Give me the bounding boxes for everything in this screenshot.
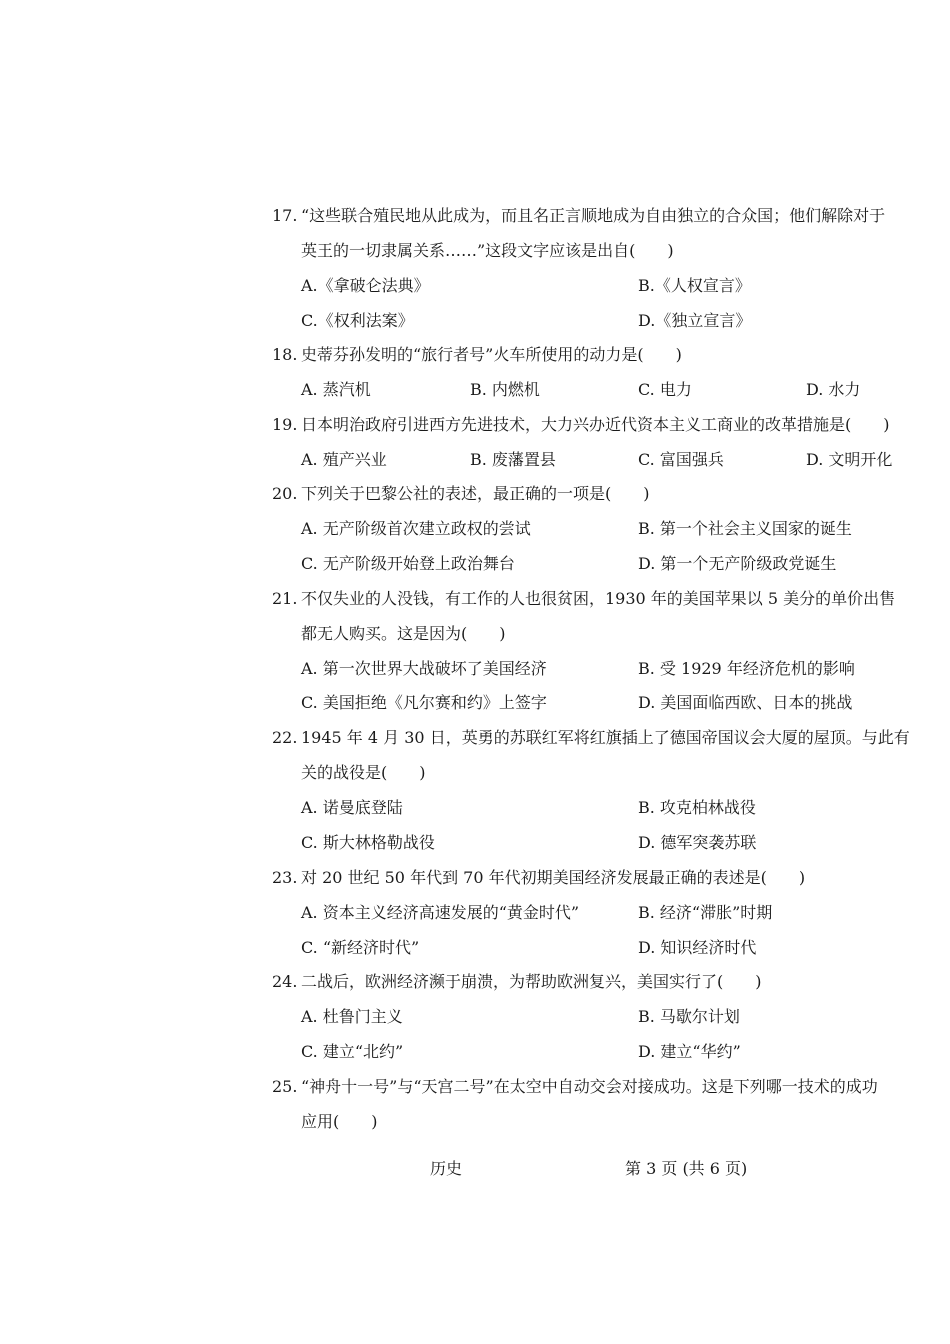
option-b: B. 第一个社会主义国家的诞生 [638,519,852,538]
option-a: A.《拿破仑法典》 [301,276,430,295]
question-text: 关的战役是( ) [301,763,426,782]
question-text: 下列关于巴黎公社的表述，最正确的一项是( ) [301,484,650,503]
question-number: 25. [272,1077,298,1096]
option-b: B. 内燃机 [470,380,540,399]
option-d: D. 第一个无产阶级政党诞生 [638,554,837,573]
option-c: C. “新经济时代” [301,938,420,957]
option-a: A. 蒸汽机 [301,380,371,399]
question-number: 21. [272,589,298,608]
option-a: A. 无产阶级首次建立政权的尝试 [301,519,531,538]
question-number: 22. [272,728,298,747]
option-c: C. 无产阶级开始登上政治舞台 [301,554,515,573]
question-text: 应用( ) [301,1112,378,1131]
option-b: B. 马歇尔计划 [638,1007,740,1026]
question-number: 20. [272,484,298,503]
option-c: C. 美国拒绝《凡尔赛和约》上签字 [301,693,547,712]
option-d: D. 知识经济时代 [638,938,757,957]
footer-page-number: 第 3 页 (共 6 页) [625,1159,748,1178]
question-text: “这些联合殖民地从此成为，而且名正言顺地成为自由独立的合众国；他们解除对于 [301,206,886,225]
question-text: 二战后，欧洲经济濒于崩溃，为帮助欧洲复兴，美国实行了( ) [301,972,762,991]
question-number: 17. [272,206,298,225]
option-c: C. 电力 [638,380,692,399]
option-c: C.《权利法案》 [301,311,414,330]
option-d: D. 水力 [806,380,861,399]
question-number: 19. [272,415,298,434]
option-a: A. 杜鲁门主义 [301,1007,403,1026]
option-b: B. 废藩置县 [470,450,556,469]
option-d: D. 文明开化 [806,450,893,469]
option-d: D. 德军突袭苏联 [638,833,757,852]
option-d: D. 美国面临西欧、日本的挑战 [638,693,853,712]
question-text: “神舟十一号”与“天宫二号”在太空中自动交会对接成功。这是下列哪一技术的成功 [301,1077,878,1096]
question-number: 18. [272,345,298,364]
option-c: C. 富国强兵 [638,450,724,469]
question-text: 都无人购买。这是因为( ) [301,624,506,643]
option-c: C. 斯大林格勒战役 [301,833,435,852]
option-b: B.《人权宣言》 [638,276,751,295]
question-text: 日本明治政府引进西方先进技术，大力兴办近代资本主义工商业的改革措施是( ) [301,415,890,434]
option-d: D.《独立宣言》 [638,311,752,330]
question-text: 英王的一切隶属关系……”这段文字应该是出自( ) [301,241,674,260]
option-a: A. 诺曼底登陆 [301,798,403,817]
option-b: B. 受 1929 年经济危机的影响 [638,659,855,678]
option-b: B. 攻克柏林战役 [638,798,756,817]
option-b: B. 经济“滞胀”时期 [638,903,773,922]
option-a: A. 资本主义经济高速发展的“黄金时代” [301,903,580,922]
option-a: A. 殖产兴业 [301,450,387,469]
question-text: 对 20 世纪 50 年代到 70 年代初期美国经济发展最正确的表述是( ) [301,868,806,887]
question-text: 不仅失业的人没钱，有工作的人也很贫困，1930 年的美国苹果以 5 美分的单价出售 [301,589,896,608]
footer-subject: 历史 [430,1159,463,1178]
question-text: 史蒂芬孙发明的“旅行者号”火车所使用的动力是( ) [301,345,682,364]
question-number: 24. [272,972,298,991]
option-c: C. 建立“北约” [301,1042,404,1061]
option-d: D. 建立“华约” [638,1042,741,1061]
question-number: 23. [272,868,298,887]
option-a: A. 第一次世界大战破坏了美国经济 [301,659,547,678]
question-text: 1945 年 4 月 30 日，英勇的苏联红军将红旗插上了德国帝国议会大厦的屋顶。与此有 [301,728,910,747]
